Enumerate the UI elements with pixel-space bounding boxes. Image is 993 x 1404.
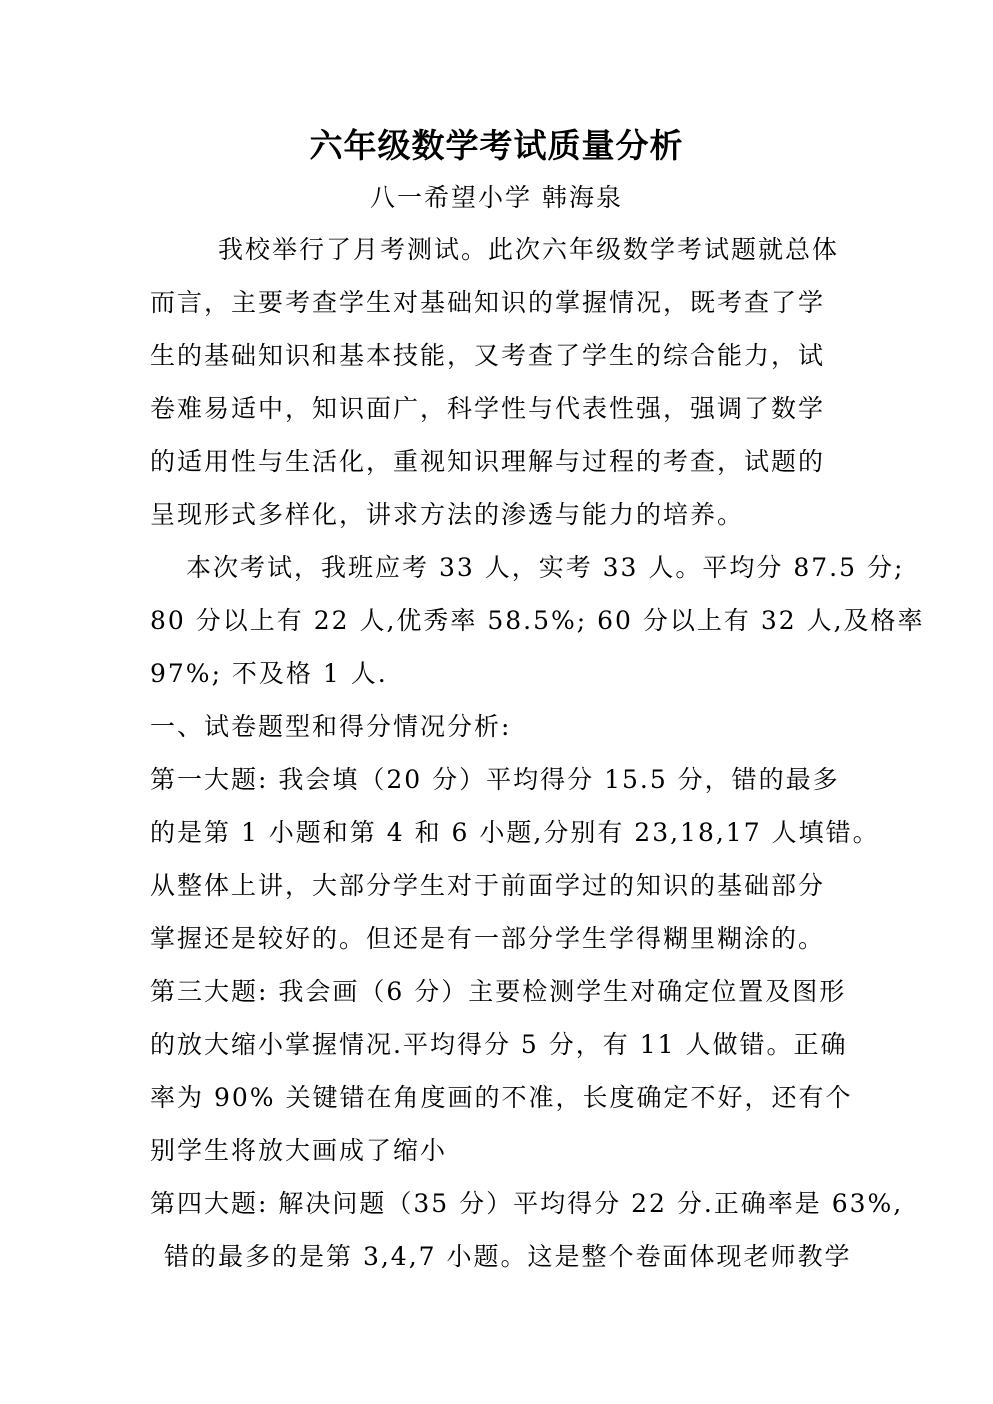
document-title: 六年级数学考试质量分析 [309,126,684,165]
paragraph-line: 呈现形式多样化，讲求方法的渗透与能力的培养。 [150,500,745,529]
paragraph-line: 卷难易适中，知识面广，科学性与代表性强，强调了数学 [150,394,826,423]
paragraph-line: 从整体上讲，大部分学生对于前面学过的知识的基础部分 [150,871,826,900]
document-author: 八一希望小学 韩海泉 [370,183,623,212]
paragraph-line: 的适用性与生活化，重视知识理解与过程的考查，试题的 [150,447,826,476]
paragraph-line: 的放大缩小掌握情况.平均得分 5 分，有 11 人做错。正确 [150,1030,848,1059]
paragraph-line: 错的最多的是第 3,4,7 小题。这是整个卷面体现老师教学 [164,1242,852,1271]
paragraph-line: 生的基础知识和基本技能，又考查了学生的综合能力，试 [150,341,826,370]
paragraph-line: 本次考试，我班应考 33 人，实考 33 人。平均分 87.5 分; [186,553,905,582]
paragraph-line: 我校举行了月考测试。此次六年级数学考试题就总体 [218,235,840,264]
paragraph-line: 97%; 不及格 1 人. [150,659,388,688]
section-heading: 一、试卷题型和得分情况分析: [150,712,512,741]
paragraph-line: 而言，主要考查学生对基础知识的掌握情况，既考查了学 [150,288,826,317]
paragraph-line: 掌握还是较好的。但还是有一部分学生学得糊里糊涂的。 [150,924,826,953]
paragraph-line: 第四大题: 解决问题（35 分）平均得分 22 分.正确率是 63%, [150,1189,904,1218]
paragraph-line: 率为 90% 关键错在角度画的不准，长度确定不好，还有个 [150,1083,853,1112]
paragraph-line: 80 分以上有 22 人,优秀率 58.5%; 60 分以上有 32 人,及格率 [150,606,925,635]
paragraph-line: 别学生将放大画成了缩小 [150,1136,448,1165]
paragraph-line: 第三大题: 我会画（6 分）主要检测学生对确定位置及图形 [150,977,847,1006]
paragraph-line: 第一大题: 我会填（20 分）平均得分 15.5 分，错的最多 [150,765,840,794]
paragraph-line: 的是第 1 小题和第 4 和 6 小题,分别有 23,18,17 人填错。 [150,818,880,847]
